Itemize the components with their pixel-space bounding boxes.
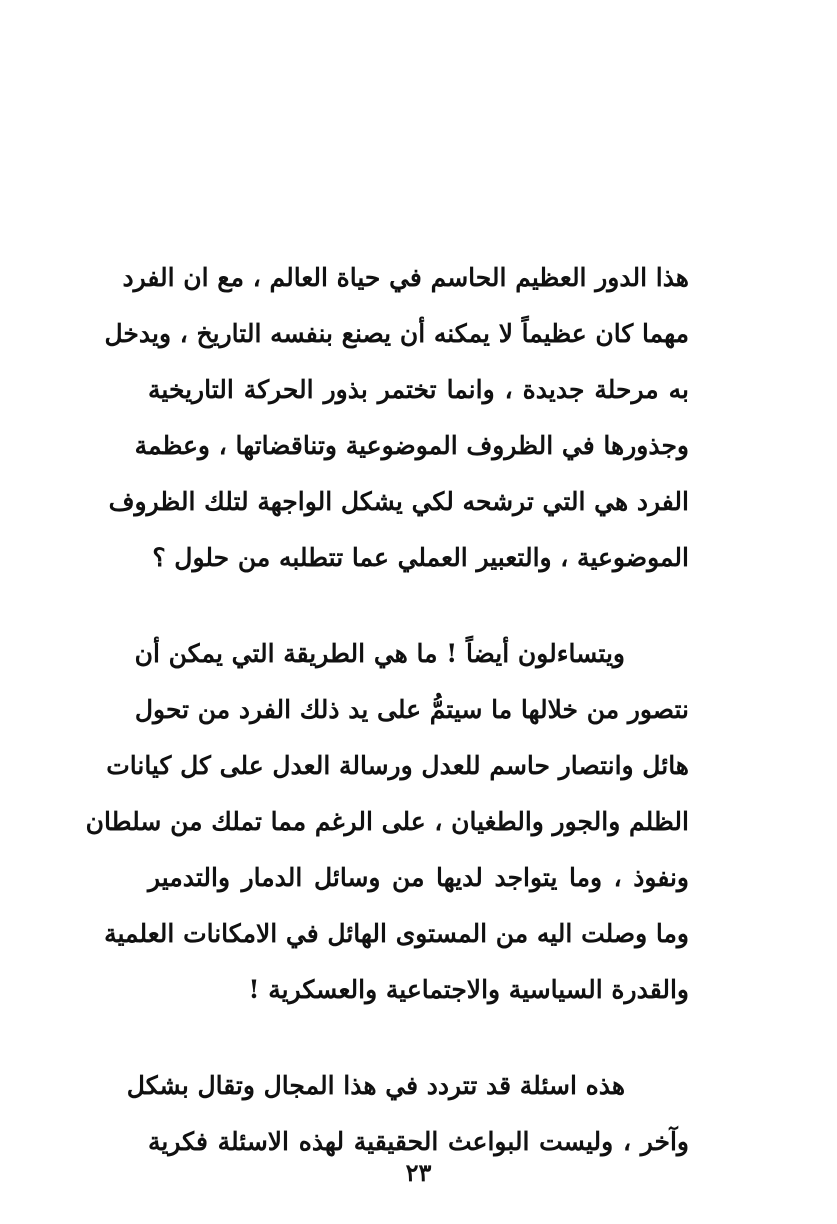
text-line: هائل وانتصار حاسم للعدل ورسالة العدل على كل كيانات: [106, 751, 689, 780]
paragraph-2: [85, 626, 689, 1018]
paragraph-3: [126, 1058, 689, 1170]
text-line: وجذورها في الظروف الموضوعية وتناقضاتها ، وعظمة: [134, 431, 689, 460]
page-number: ٢٣: [405, 1158, 432, 1187]
text-line: ويتساءلون أيضاً ! ما هي الطريقة التي يمكن أن: [134, 639, 625, 668]
text-line: وآخر ، وليست البواعث الحقيقية لهذه الاسئلة فكرية: [148, 1127, 689, 1156]
text-line: الظلم والجور والطغيان ، على الرغم مما تملك من سلطان: [85, 807, 689, 836]
text-line: الفرد هي التي ترشحه لكي يشكل الواجهة لتلك الظروف: [108, 487, 689, 516]
text-line: به مرحلة جديدة ، وانما تختمر بذور الحركة التاريخية: [148, 375, 689, 404]
body-text: [85, 250, 689, 1170]
text-line: الموضوعية ، والتعبير العملي عما تتطلبه من حلول ؟: [152, 543, 689, 572]
text-line: ونفوذ ، وما يتواجد لديها من وسائل الدمار والتدمير: [148, 863, 689, 892]
text-line: وما وصلت اليه من المستوى الهائل في الامكانات العلمية: [104, 919, 689, 948]
text-line: والقدرة السياسية والاجتماعية والعسكرية !: [248, 975, 689, 1004]
text-line: هذه اسئلة قد تتردد في هذا المجال وتقال بشكل: [126, 1071, 625, 1100]
text-line: نتصور من خلالها ما سيتمُّ على يد ذلك الفرد من تحول: [134, 695, 689, 724]
text-line: هذا الدور العظيم الحاسم في حياة العالم ، مع ان الفرد: [122, 263, 689, 292]
text-line: مهما كان عظيماً لا يمكنه أن يصنع بنفسه التاريخ ، ويدخل: [104, 319, 689, 348]
paragraph-1: [104, 250, 689, 586]
